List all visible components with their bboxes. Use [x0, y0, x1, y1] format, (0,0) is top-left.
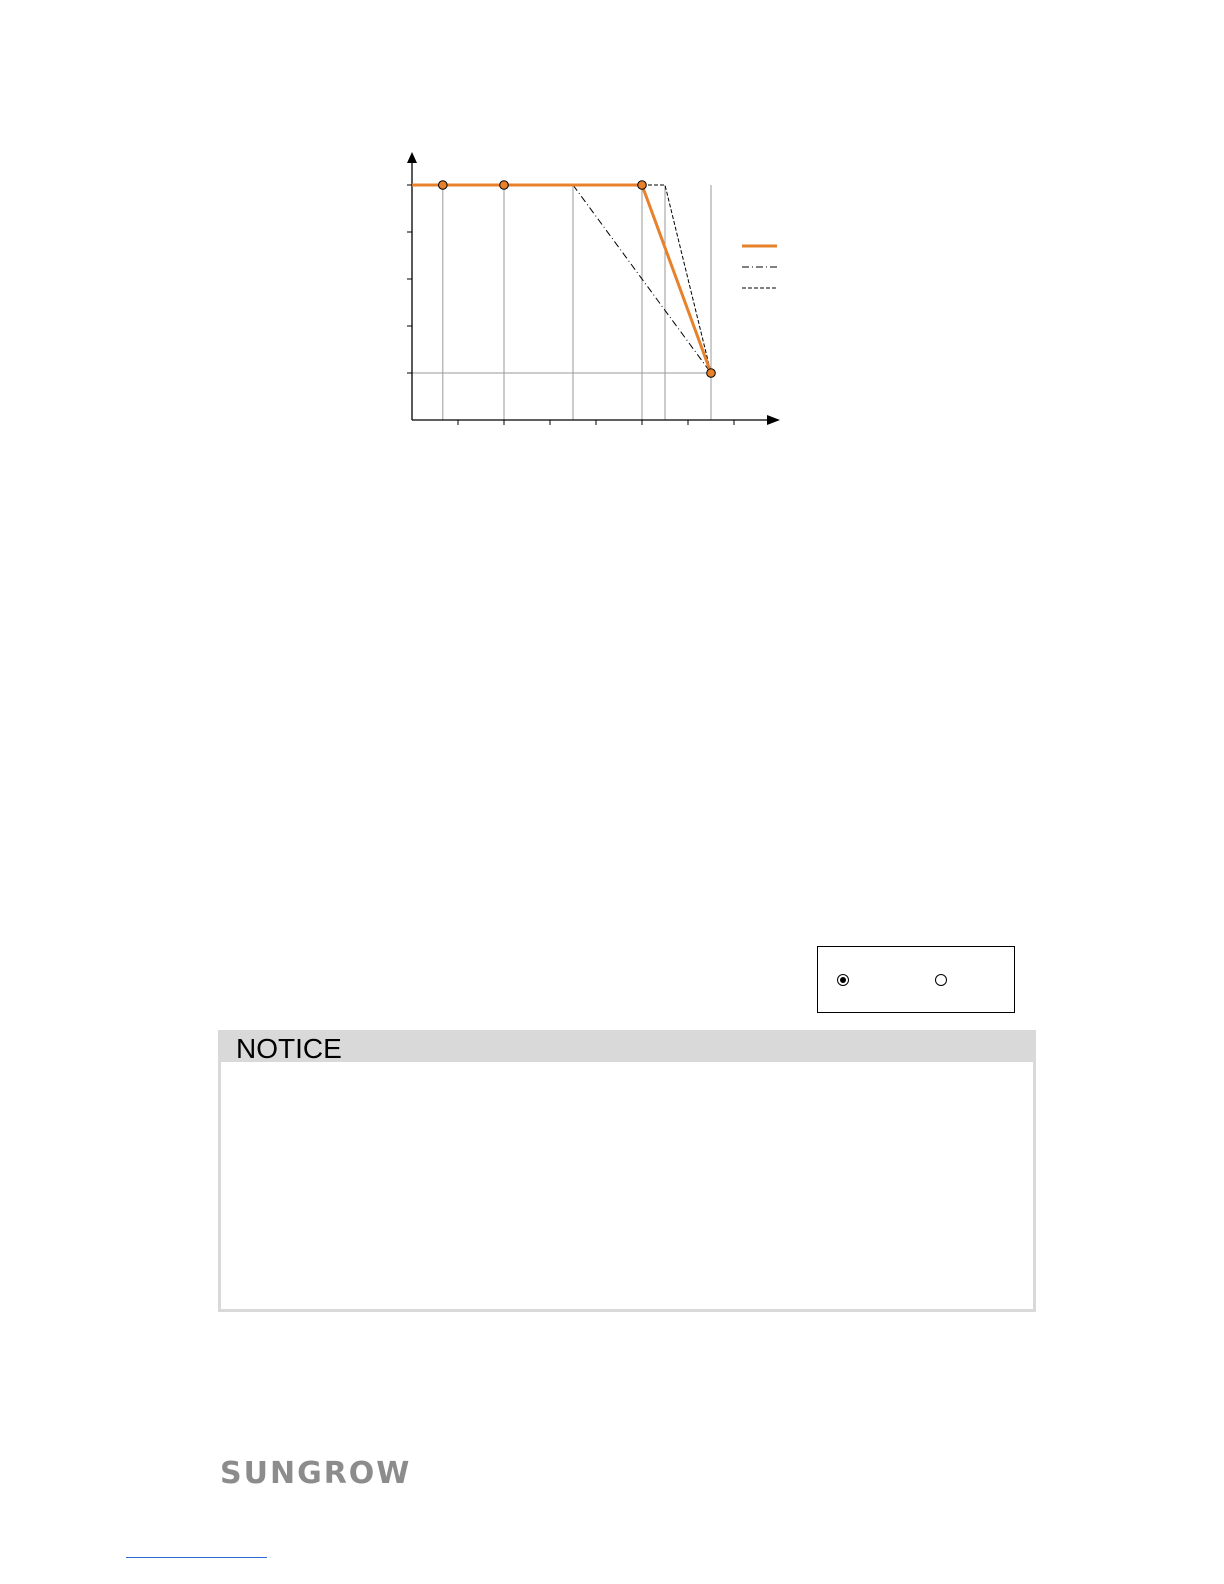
notice-header	[221, 1033, 1033, 1062]
sungrow-logo: SUNGROW	[220, 1456, 412, 1491]
radio-selected-dot	[840, 977, 846, 983]
power-curve-chart	[395, 145, 795, 435]
radio-option-box	[817, 946, 1015, 1013]
y-axis-arrow	[407, 152, 417, 163]
data-point-1	[500, 181, 509, 190]
series-line-0	[412, 185, 711, 373]
notice-box	[218, 1030, 1036, 1312]
radio-option-1[interactable]	[837, 974, 849, 986]
footer-link-rule	[126, 1557, 267, 1558]
data-point-3	[707, 369, 716, 378]
radio-option-2[interactable]	[935, 974, 947, 986]
data-point-2	[638, 181, 647, 190]
data-point-0	[439, 181, 448, 190]
x-axis-arrow	[767, 415, 780, 425]
notice-title: NOTICE	[236, 1033, 342, 1064]
